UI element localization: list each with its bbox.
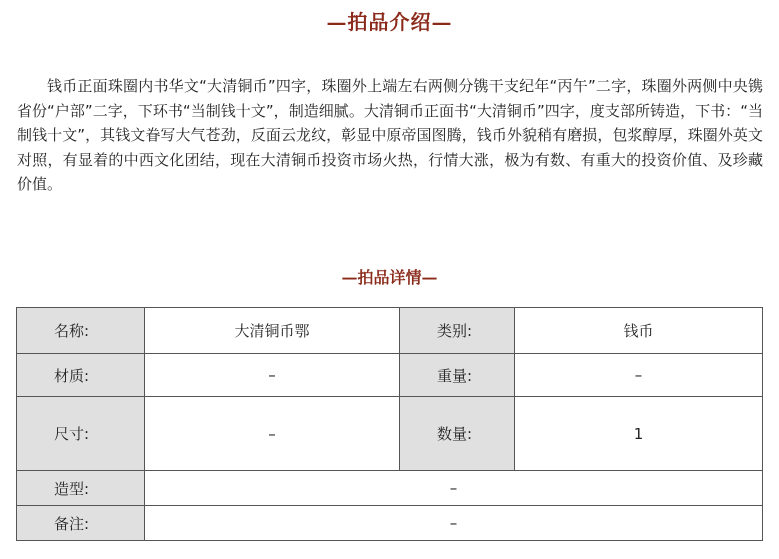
item-description: 钱币正面珠圈内书华文“大清铜币”四字，珠圈外上端左右两侧分镌干支纪年“丙午”二字，珠圈外两侧中央镌省份“户部”二字，下环书“当制钱十文”，制造细腻。大清铜币正面书“大清铜币”四字，度支部所铸造，下书：“当制钱十文”，其钱文眷写大气苍劲，反面云龙纹，彰显中原帝国图腾，钱币外貌稍有磨损，包浆醇厚，珠圈外英文对照，有显着的中西文化团结，现在大清铜币投资市场火热，行情大涨，极为有数、有重大的投资价值、及珍藏价值。 xyxy=(17,77,763,193)
section-title-intro: —拍品介绍— xyxy=(326,10,453,34)
quantity-label: 数量: xyxy=(400,397,515,471)
shape-label: 造型: xyxy=(17,471,145,506)
section-title-details: —拍品详情— xyxy=(341,268,438,287)
weight-value: – xyxy=(515,354,763,397)
material-label: 材质: xyxy=(17,354,145,397)
material-value: – xyxy=(145,354,400,397)
shape-value: – xyxy=(145,471,763,506)
table-row xyxy=(17,308,763,354)
weight-label: 重量: xyxy=(400,354,515,397)
note-label: 备注: xyxy=(17,506,145,541)
quantity-value: 1 xyxy=(515,397,763,471)
name-value: 大清铜币鄂 xyxy=(145,308,400,354)
table-row xyxy=(17,471,763,506)
table-row xyxy=(17,397,763,471)
category-value: 钱币 xyxy=(515,308,763,354)
size-value: – xyxy=(145,397,400,471)
category-label: 类别: xyxy=(400,308,515,354)
name-label: 名称: xyxy=(17,308,145,354)
size-label: 尺寸: xyxy=(17,397,145,471)
table-row xyxy=(17,354,763,397)
note-value: – xyxy=(145,506,763,541)
details-table xyxy=(16,307,763,541)
table-row xyxy=(17,506,763,541)
